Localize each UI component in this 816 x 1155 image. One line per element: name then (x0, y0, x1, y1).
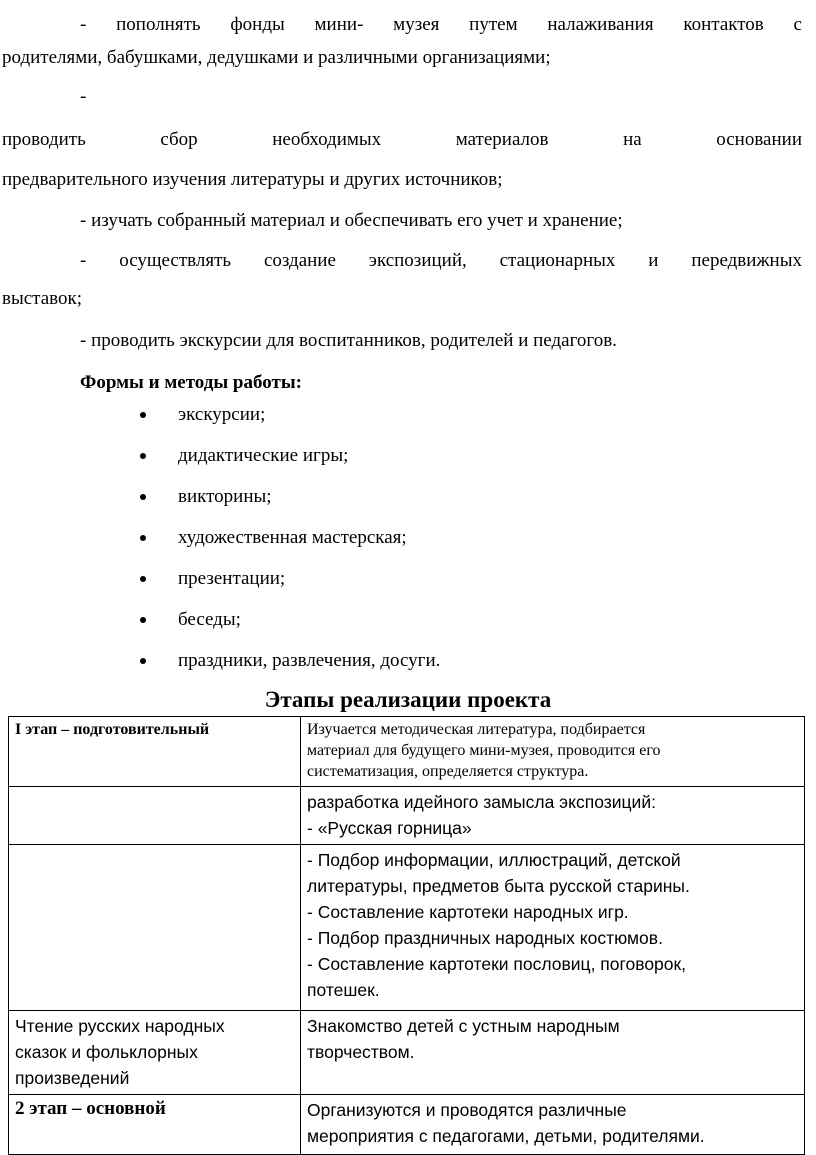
stage-cell-right: Организуются и проводятся различные мероприятия с педагогами, детьми, родителями. (301, 1095, 805, 1155)
stages-table (8, 716, 805, 1155)
bullet-icon (140, 453, 146, 459)
stage-cell-left: Чтение русских народных сказок и фольклорных произведений (9, 1011, 301, 1095)
list-item: презентации; (140, 566, 440, 607)
stage-cell-left: 2 этап – основной (9, 1095, 301, 1155)
stage-cell-left: I этап – подготовительный (9, 717, 301, 787)
bullet-icon (140, 617, 146, 623)
forms-heading: Формы и методы работы: (80, 372, 302, 393)
task-replenish-line2: родителями, бабушками, дедушками и различными организациями; (2, 47, 551, 68)
bullet-icon (140, 412, 146, 418)
list-item: художественная мастерская; (140, 525, 440, 566)
table-row (9, 717, 805, 787)
list-item: викторины; (140, 484, 440, 525)
task-collect-line1: проводить сбор необходимых материалов на основании (2, 129, 802, 150)
stage-cell-right: Знакомство детей с устным народным творчеством. (301, 1011, 805, 1095)
stage-cell-left (9, 845, 301, 1011)
task-excursions: - проводить экскурсии для воспитанников, родителей и педагогов. (80, 330, 617, 351)
task-expositions-line2: выставок; (2, 288, 82, 309)
task-study: - изучать собранный материал и обеспечивать его учет и хранение; (80, 210, 623, 231)
stages-title: Этапы реализации проекта (264, 687, 552, 712)
table-row (9, 845, 805, 1011)
task-expositions-line1: - осуществлять создание экспозиций, стационарных и передвижных (80, 250, 802, 271)
bullet-icon (140, 576, 146, 582)
table-row (9, 1095, 805, 1155)
table-row (9, 787, 805, 845)
list-item: дидактические игры; (140, 443, 440, 484)
stage-cell-right: разработка идейного замысла экспозиций: - «Русская горница» (301, 787, 805, 845)
list-item: экскурсии; (140, 402, 440, 443)
task-replenish-line1: - пополнять фонды мини- музея путем налаживания контактов с (80, 14, 802, 35)
stage-cell-right: Изучается методическая литература, подбирается материал для будущего мини-музея, проводится его систематизация, определяется структура. (301, 717, 805, 787)
task-collect-line2: предварительного изучения литературы и других источников; (2, 169, 503, 190)
list-item: праздники, развлечения, досуги. (140, 648, 440, 689)
task-collect-dash: - (80, 86, 87, 107)
list-item: беседы; (140, 607, 440, 648)
forms-list (140, 402, 440, 689)
bullet-icon (140, 658, 146, 664)
bullet-icon (140, 535, 146, 541)
stage-cell-right: - Подбор информации, иллюстраций, детской литературы, предметов быта русской старины. - Составление картотеки народных игр. - Подбор праздничных народных костюмов. - Составление картотеки пословиц, поговорок, потешек. (301, 845, 805, 1011)
bullet-icon (140, 494, 146, 500)
stage-cell-left (9, 787, 301, 845)
table-row (9, 1011, 805, 1095)
